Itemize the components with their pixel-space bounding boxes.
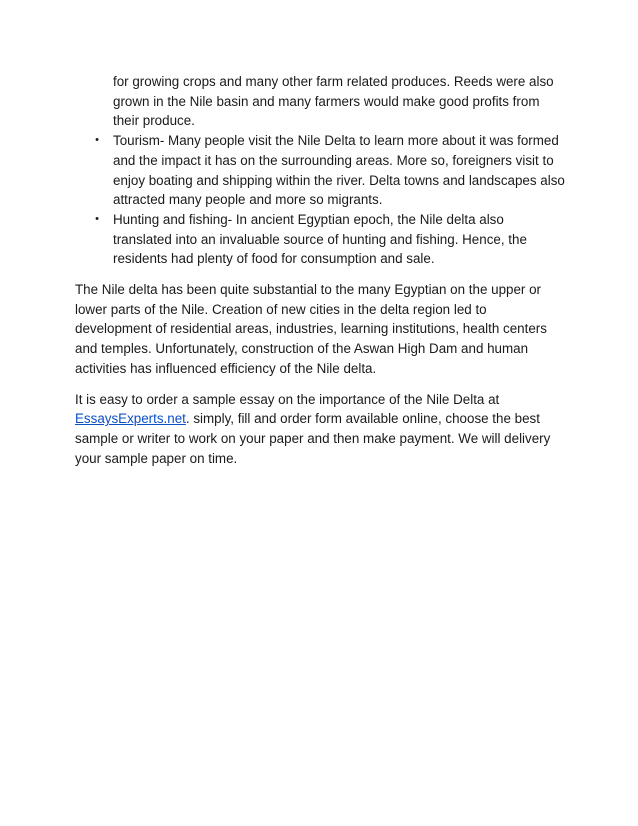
document-body xyxy=(75,72,565,468)
bullet-icon: • xyxy=(95,134,99,147)
list-item xyxy=(95,210,565,269)
paragraph-text-before-link: It is easy to order a sample essay on the importance of the Nile Delta at xyxy=(75,391,500,407)
essaysexperts-link[interactable]: EssaysExperts.net xyxy=(75,411,186,427)
continued-list-text: for growing crops and many other farm related produces. Reeds were also grown in the Nile basin and many farmers would make good profits from their produce. xyxy=(113,74,554,129)
paragraph-order-essay xyxy=(75,390,565,469)
list-item-text: Tourism- Many people visit the Nile Delta to learn more about it was formed and the impact it has on the surrounding areas. More so, foreigners visit to enjoy boating and shipping within the river. Delta towns and landscapes also attracted many people and more so migrants. xyxy=(113,133,565,208)
paragraph-nile-delta-importance: The Nile delta has been quite substantial to the many Egyptian on the upper or lower parts of the Nile. Creation of new cities in the delta region led to development of residential areas, industries, learning institutions, health centers and temples. Unfortunately, construction of the Aswan High Dam and human activities has influenced efficiency of the Nile delta. xyxy=(75,282,547,376)
paragraph-text-after-link: . simply, fill and order form available online, choose the best sample or writer to work on your paper and then make payment. We will delivery your sample paper on time. xyxy=(75,411,551,466)
bullet-list xyxy=(75,131,565,269)
list-item xyxy=(95,131,565,210)
bullet-icon: • xyxy=(95,212,99,225)
list-item-text: Hunting and fishing- In ancient Egyptian epoch, the Nile delta also translated into an invaluable source of hunting and fishing. Hence, the residents had plenty of food for consumption and sale. xyxy=(113,211,527,267)
